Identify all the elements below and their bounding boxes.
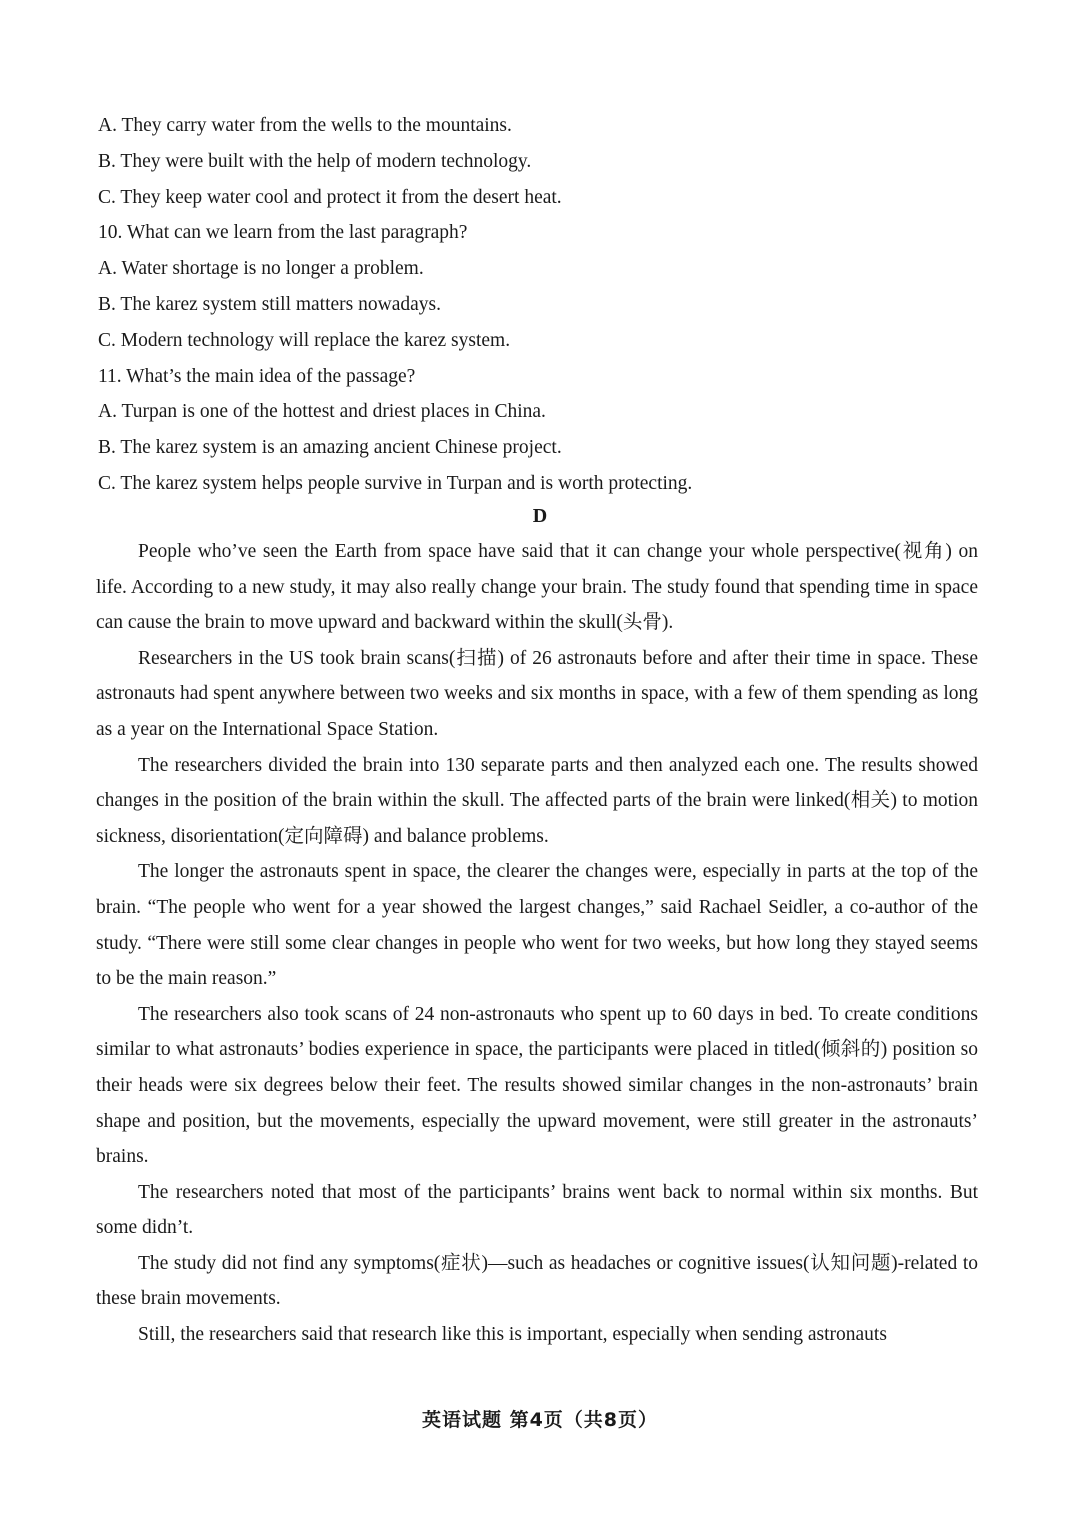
option-line: C. The karez system helps people survive in Turpan and is worth protecting. [98, 472, 693, 494]
passage-paragraph: Researchers in the US took brain scans(扫描) of 26 astronauts before and after their time in space. These astronauts had spent anywhere between two weeks and six months in space, with a few of them spending as long as a year on the International Space Station. [96, 647, 978, 740]
question-line: 10. What can we learn from the last paragraph? [98, 222, 468, 244]
option-line: A. Turpan is one of the hottest and driest places in China. [98, 401, 546, 423]
question-options-block [98, 108, 978, 502]
section-title: D [532, 505, 548, 527]
option-line: C. Modern technology will replace the karez system. [98, 329, 511, 351]
passage-paragraph: People who’ve seen the Earth from space have said that it can change your whole perspective(视角) on life. According to a new study, it may also really change your brain. The study found that spending time in space can cause the brain to move upward and backward within the skull(头骨). [96, 541, 978, 634]
reading-passage [96, 534, 978, 1353]
option-line: C. They keep water cool and protect it from the desert heat. [98, 186, 562, 208]
option-line: B. The karez system is an amazing ancient Chinese project. [98, 437, 562, 459]
passage-paragraph: Still, the researchers said that research like this is important, especially when sending astronauts [138, 1324, 887, 1346]
passage-paragraph: The researchers also took scans of 24 non-astronauts who spent up to 60 days in bed. To create conditions similar to what astronauts’ bodies experience in space, the participants were placed in titled(倾斜的) position so their heads were six degrees below their feet. The results showed similar changes in the non-astronauts’ brain shape and position, but the movements, especially the upward movement, were still greater in the astronauts’ brains. [96, 1003, 978, 1168]
option-line: B. They were built with the help of modern technology. [98, 150, 532, 172]
option-line: A. Water shortage is no longer a problem. [98, 258, 424, 280]
passage-paragraph: The researchers divided the brain into 130 separate parts and then analyzed each one. The results showed changes in the position of the brain within the skull. The affected parts of the brain were linked(相关) to motion sickness, disorientation(定向障碍) and balance problems. [96, 754, 978, 847]
page-footer: 英语试题 第4页（共8页） [421, 1409, 659, 1431]
passage-paragraph: The longer the astronauts spent in space, the clearer the changes were, especially in parts at the top of the brain. “The people who went for a year showed the largest changes,” said Rachael Seidler, a co-author of the study. “There were still some clear changes in people who went for two weeks, but how long they stayed seems to be the main reason.” [96, 861, 978, 990]
option-line: B. The karez system still matters nowadays. [98, 293, 441, 315]
passage-paragraph: The researchers noted that most of the participants’ brains went back to normal within six months. But some didn’t. [96, 1181, 978, 1239]
option-line: A. They carry water from the wells to the mountains. [98, 115, 512, 136]
question-line: 11. What’s the main idea of the passage? [98, 365, 416, 387]
passage-paragraph: The study did not find any symptoms(症状)—such as headaches or cognitive issues(认知问题)-related to these brain movements. [96, 1252, 978, 1310]
